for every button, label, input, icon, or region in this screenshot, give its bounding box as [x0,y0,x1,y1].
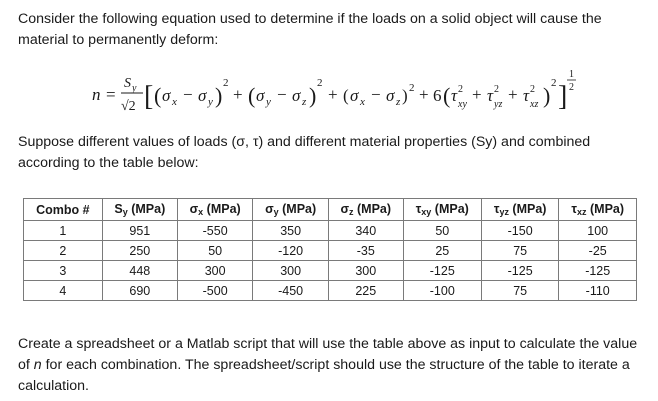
load-combination-table [23,198,637,301]
header-subscript: z [349,207,354,217]
eq-exponent: 2 [458,84,463,95]
table-cell: 300 [328,261,403,281]
eq-plus: + [508,85,518,104]
header-subscript: x [198,207,204,217]
column-header [253,199,328,221]
header-subscript: xy [421,207,432,217]
table-cell: 50 [177,241,252,261]
eq-exponent: 2 [409,82,415,94]
table-cell: -100 [403,281,481,301]
table-cell: -125 [481,261,559,281]
table-row [24,221,637,241]
eq-sub: z [302,96,307,108]
eq-lhs: n [92,85,101,104]
eq-tau: τ [487,86,494,105]
table-cell: 300 [177,261,252,281]
table-cell: -500 [177,281,252,301]
eq-sigma: σ [198,86,207,105]
eq-sub: yz [494,99,503,110]
eq-half-numerator: 1 [569,69,574,80]
eq-sigma: σ [292,86,301,105]
table-row [24,261,637,281]
column-header [403,199,481,221]
column-header [177,199,252,221]
eq-half-denominator: 2 [569,82,574,93]
header-subscript: y [122,207,128,217]
table-cell: -25 [559,241,637,261]
table-cell: -35 [328,241,403,261]
table-cell: 75 [481,241,559,261]
header-subscript: y [273,207,279,217]
eq-exponent: 2 [494,84,499,95]
eq-numerator: S [124,76,131,91]
header-symbol: τ [493,202,500,216]
task-tail: for each combination. The spreadsheet/script should use the structure of the table to iterate a calculation. [18,357,630,394]
table-cell: 1 [24,221,103,241]
task-paragraph [18,334,648,397]
table-cell: 951 [102,221,177,241]
eq-paren: ( [154,83,162,108]
eq-sub: y [208,96,213,108]
eq-plus: + [328,85,338,104]
column-header [559,199,637,221]
eq-sub: xy [458,99,467,110]
table-cell: 50 [403,221,481,241]
table-cell: -125 [559,261,637,281]
eq-minus: − [183,85,193,104]
header-subscript: xz [577,207,587,217]
eq-minus: − [371,85,381,104]
table-cell: 350 [253,221,328,241]
eq-numerator-sub: y [132,83,137,94]
table-cell: 690 [102,281,177,301]
context-paragraph: Suppose different values of loads (σ, τ) and different material properties (Sy) and combined according to the table below: [18,134,591,171]
eq-sub: x [172,96,177,108]
header-symbol: τ [571,202,577,216]
table-cell: -110 [559,281,637,301]
task-variable: n [33,357,42,373]
table-cell: -550 [177,221,252,241]
header-symbol: σ [265,202,274,216]
header-unit: (MPa) [203,202,241,216]
column-header [481,199,559,221]
eq-six: 6 [433,86,442,105]
table-cell: 340 [328,221,403,241]
header-unit: (MPa) [127,202,166,216]
eq-paren: ) [215,83,223,108]
eq-sub: xz [530,99,539,110]
table-cell: 4 [24,281,103,301]
eq-sigma: σ [386,86,395,105]
header-subscript: yz [499,207,509,217]
eq-sub: x [360,96,365,108]
table-cell: 250 [102,241,177,261]
table-cell: 448 [102,261,177,281]
eq-tau: τ [451,86,458,105]
table-cell: 100 [559,221,637,241]
eq-minus: − [277,85,287,104]
table-cell: -120 [253,241,328,261]
intro-paragraph: Consider the following equation used to determine if the loads on a solid object will cause the material to permanently deform: [18,11,602,48]
table-cell: 25 [403,241,481,261]
eq-paren: ) [543,83,551,108]
table-cell: 2 [24,241,103,261]
task-lead: Create a spreadsheet or a Matlab script that will use the table above as input to calculate the value of [18,336,638,373]
eq-equals: = [106,85,116,104]
eq-denominator: √2 [121,99,136,114]
eq-exponent: 2 [530,84,535,95]
header-symbol: σ [189,202,199,216]
table-cell: 300 [253,261,328,281]
column-header [24,199,103,221]
header-symbol: τ [415,202,422,216]
header-symbol: S [114,202,123,216]
eq-exponent: 2 [551,77,557,89]
eq-tau: τ [523,86,530,105]
header-symbol: σ [340,202,350,216]
eq-sub: y [266,96,271,108]
eq-exponent: 2 [317,77,323,89]
header-unit: (MPa) [431,202,469,216]
eq-paren: ( [343,86,349,105]
header-unit: (MPa) [586,202,625,216]
column-header [102,199,177,221]
eq-plus: + [233,85,243,104]
eq-sigma: σ [256,86,265,105]
table-cell: -125 [403,261,481,281]
eq-left-bracket: [ [144,81,154,112]
table-cell: 225 [328,281,403,301]
eq-paren: ) [309,83,317,108]
eq-right-bracket: ] [558,81,568,112]
eq-sigma: σ [162,86,171,105]
table-cell: 75 [481,281,559,301]
table-body [24,221,637,301]
eq-paren: ) [402,86,408,105]
table-cell: -150 [481,221,559,241]
table-row [24,241,637,261]
header-unit: (MPa) [353,202,392,216]
eq-sub: z [396,96,401,108]
eq-exponent: 2 [223,77,229,89]
eq-sigma: σ [350,86,359,105]
table-header-row [24,199,637,221]
table-cell: -450 [253,281,328,301]
header-unit: (MPa) [278,202,317,216]
eq-paren: ( [443,83,451,108]
header-unit: (MPa) [508,202,547,216]
column-header [328,199,403,221]
table-row [24,281,637,301]
eq-paren: ( [248,83,256,108]
table-cell: 3 [24,261,103,281]
eq-plus: + [472,85,482,104]
failure-equation [0,56,658,126]
header-symbol: Combo # [36,202,90,217]
eq-plus: + [419,85,429,104]
